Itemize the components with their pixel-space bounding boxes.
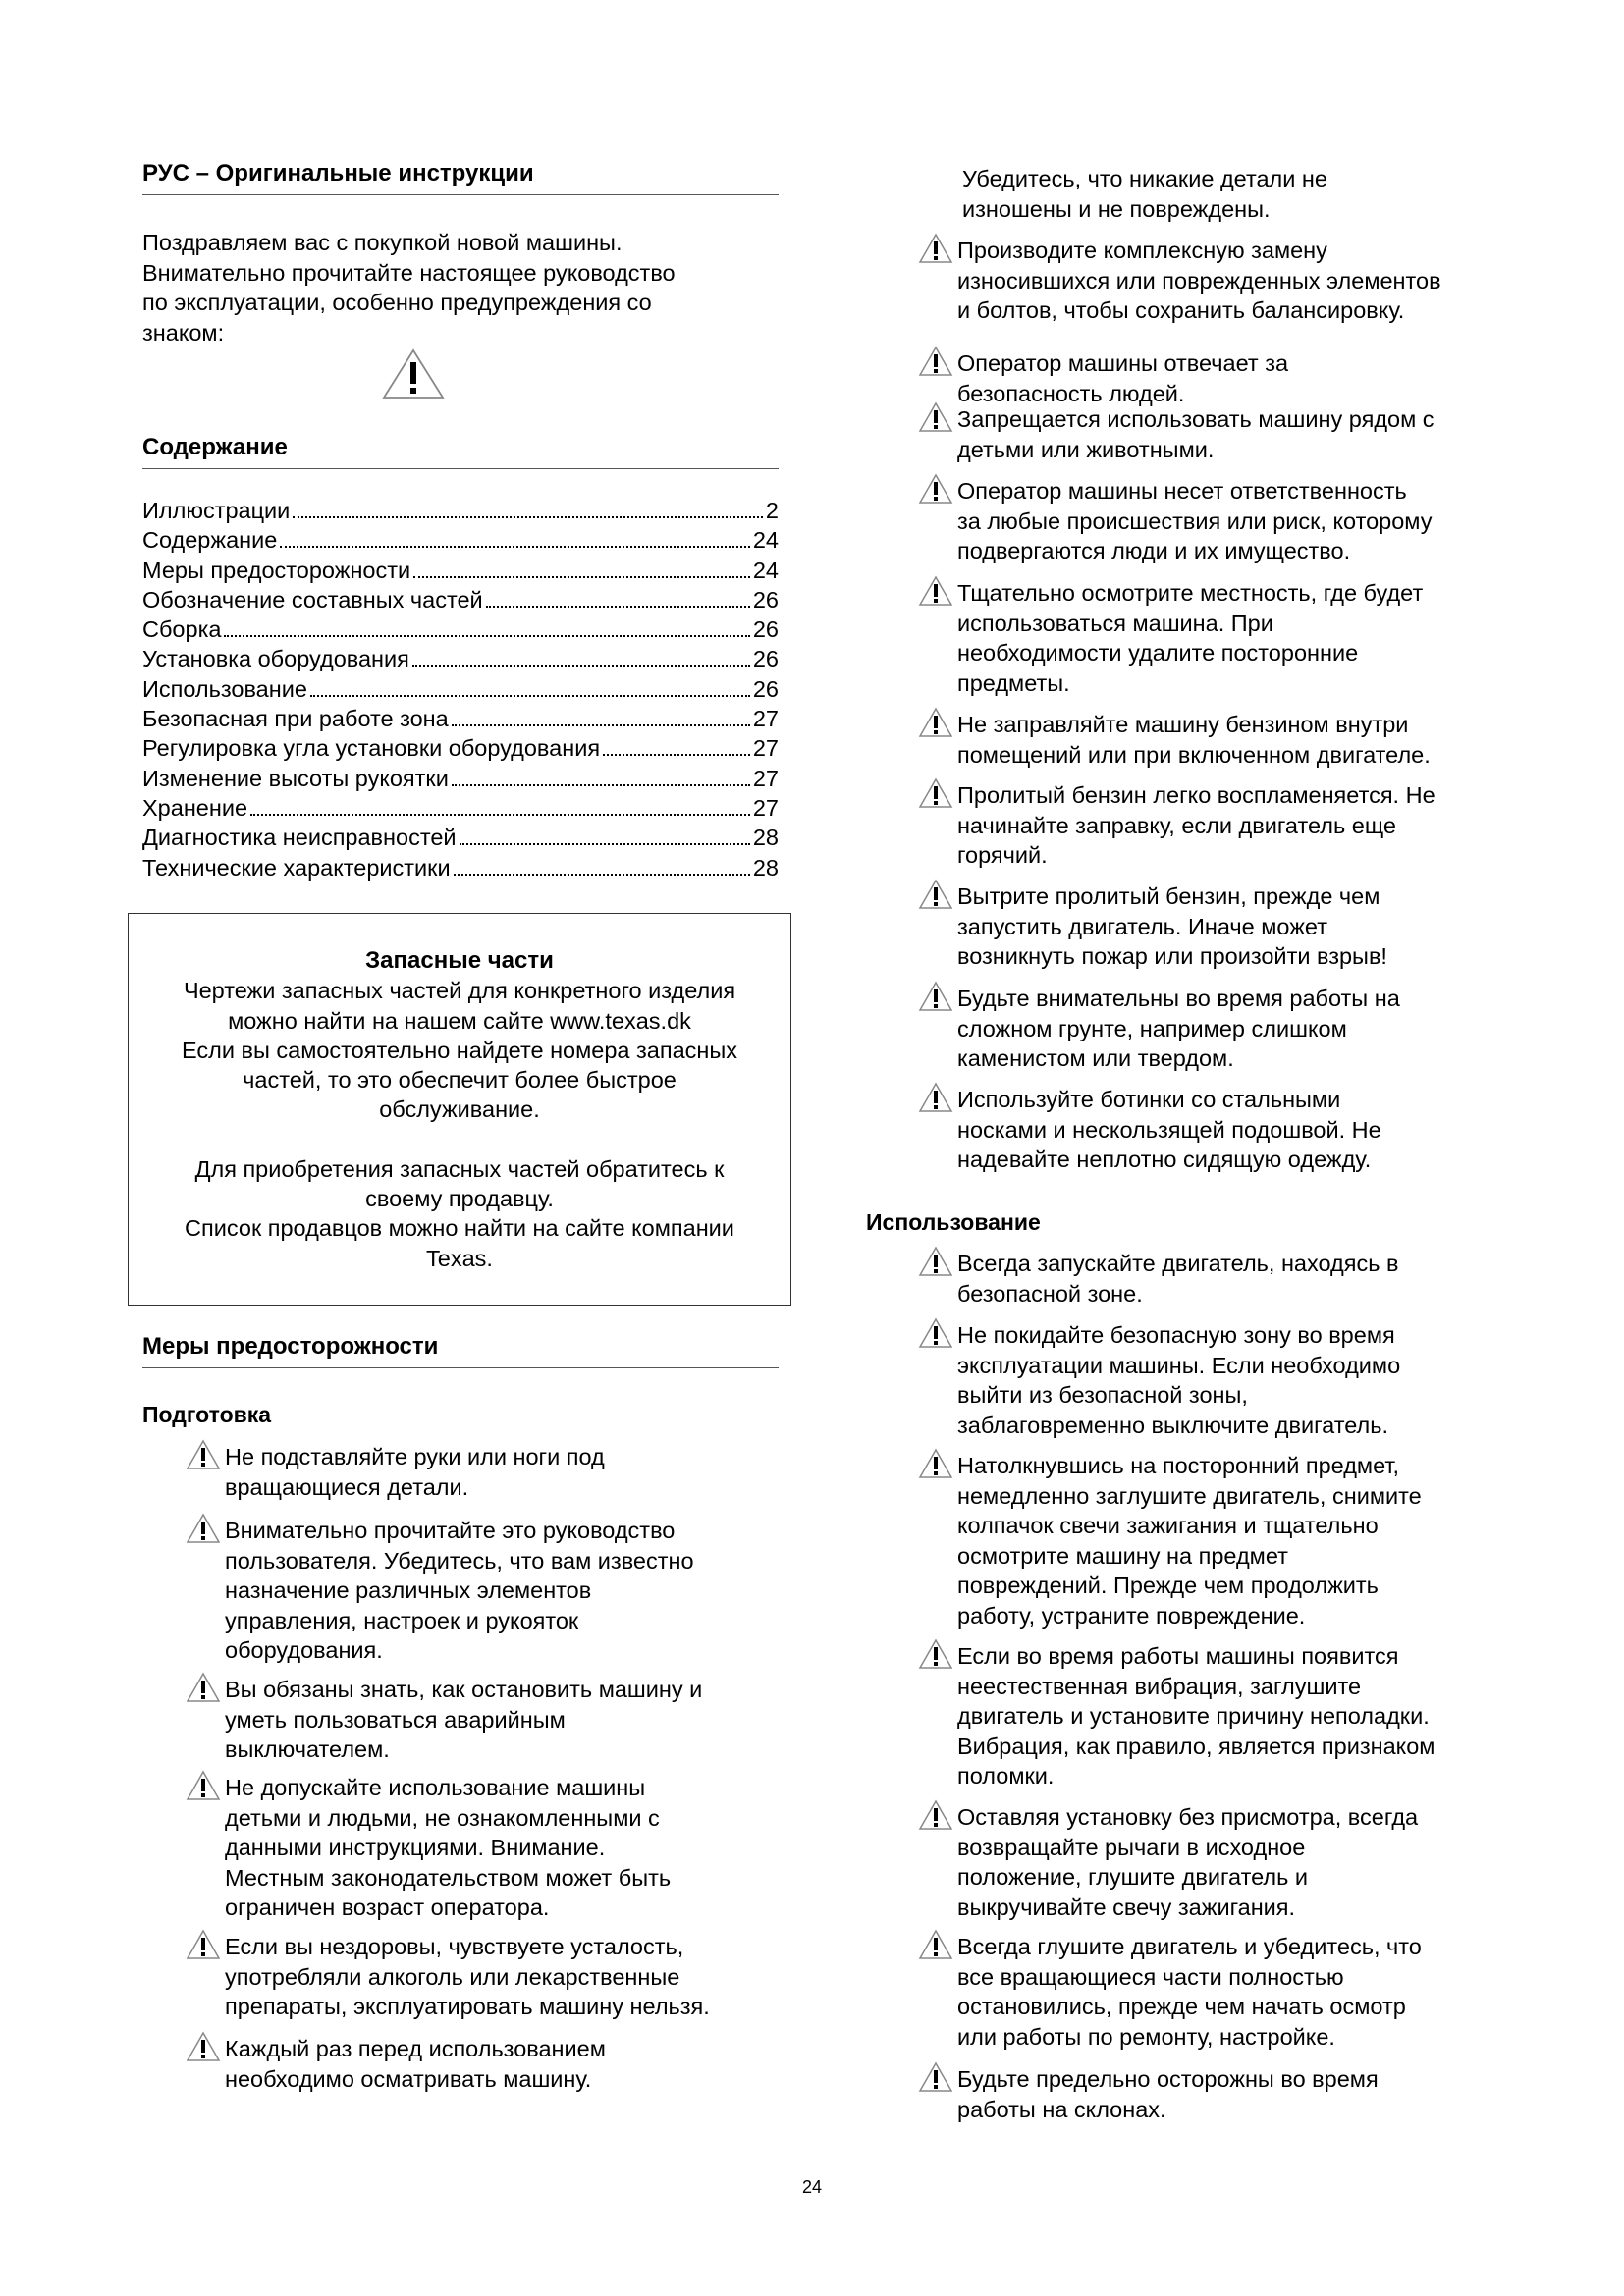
toc-entry-page: 24	[752, 557, 779, 583]
warning-triangle-icon	[918, 346, 953, 377]
warning-triangle-icon	[918, 1317, 953, 1349]
warning-line: возвращайте рычаги в исходное	[957, 1834, 1306, 1860]
warning-line: Каждый раз перед использованием	[225, 2036, 606, 2061]
toc-entry	[142, 644, 779, 673]
toc-entry	[142, 525, 779, 555]
intro-paragraph	[142, 228, 676, 347]
spare-line: своему продавцу.	[365, 1186, 554, 1212]
warning-triangle-icon	[918, 1082, 953, 1113]
toc-entry	[142, 556, 779, 585]
warning-line: носками и нескользящей подошвой. Не	[957, 1116, 1381, 1143]
warning-triangle-icon	[918, 1929, 953, 1960]
warning-line: Пролитый бензин легко воспламеняется. Не	[957, 782, 1435, 808]
intro-line: Внимательно прочитайте настоящее руководство	[142, 259, 676, 286]
toc-leader-dots	[460, 843, 750, 845]
warning-line: безопасной зоне.	[957, 1280, 1143, 1307]
toc-entry-label: Установка оборудования	[142, 646, 409, 672]
warning-triangle-icon	[918, 473, 953, 505]
spare-line: можно найти на нашем сайте www.texas.dk	[228, 1007, 691, 1034]
warning-text	[225, 1516, 694, 1666]
warning-text	[957, 780, 1435, 871]
warning-line: безопасность людей.	[957, 380, 1185, 406]
warning-line: употребляли алкоголь или лекарственные	[225, 1963, 680, 1990]
warning-line: детьми и людьми, не ознакомленными с	[225, 1804, 660, 1831]
warning-line: неестественная вибрация, заглушите	[957, 1673, 1362, 1699]
warning-line: ограничен возраст оператора.	[225, 1895, 550, 1920]
warning-line: Внимательно прочитайте это руководство	[225, 1518, 676, 1543]
warning-line: остановились, прежде чем начать осмотр	[957, 1994, 1406, 2019]
intro-line: по эксплуатации, особенно предупреждения со	[142, 290, 652, 315]
warning-line: использоваться машина. При	[957, 610, 1273, 636]
toc-entry-page: 26	[752, 586, 779, 613]
warning-line: выключателем.	[225, 1736, 390, 1762]
toc-entry	[142, 614, 779, 644]
warning-line: Если вы нездоровы, чувствуете усталость,	[225, 1934, 684, 1959]
warning-line: предметы.	[957, 669, 1070, 696]
toc-entry-page: 2	[765, 498, 779, 523]
warning-line: данными инструкциями. Внимание.	[225, 1835, 606, 1860]
warning-line: или работы по ремонту, настройке.	[957, 2023, 1335, 2050]
warning-line: препараты, эксплуатировать машину нельзя.	[225, 1994, 710, 2019]
warning-triangle-icon	[918, 1799, 953, 1831]
intro-line: Поздравляем вас с покупкой новой машины.	[142, 230, 623, 255]
warning-line: Тщательно осмотрите местность, где будет	[957, 580, 1424, 606]
warning-line: оборудования.	[225, 1637, 383, 1663]
warning-text	[957, 881, 1387, 972]
toc-entry-page: 24	[752, 527, 779, 554]
spare-line: Если вы самостоятельно найдете номера запасных	[181, 1037, 738, 1063]
warning-line: уметь пользоваться аварийным	[225, 1706, 566, 1733]
warning-text	[957, 1451, 1422, 1630]
warning-line: выйти из безопасной зоны,	[957, 1382, 1248, 1408]
spare-line: Чертежи запасных частей для конкретного изделия	[183, 978, 736, 1004]
toc-entry-page: 27	[752, 765, 779, 791]
warning-line: Если во время работы машины появится	[957, 1643, 1399, 1669]
warning-line: пользователя. Убедитесь, что вам известно	[225, 1547, 694, 1574]
warning-text	[957, 1320, 1400, 1440]
warning-text	[957, 710, 1431, 770]
warning-item	[918, 1802, 1418, 1922]
use-heading: Использование	[866, 1209, 1041, 1235]
toc-leader-dots	[603, 754, 750, 756]
warning-line: и болтов, чтобы сохранить балансировку.	[957, 297, 1405, 323]
warning-item	[918, 1641, 1435, 1791]
spare-line: частей, то это обеспечит более быстрое	[243, 1067, 677, 1094]
warning-item	[918, 1249, 1398, 1308]
spare-parts-title: Запасные части	[365, 947, 554, 974]
warning-item	[918, 1451, 1422, 1630]
toc-entry	[142, 764, 779, 793]
warning-triangle-icon	[186, 1929, 221, 1960]
toc-entry	[142, 793, 779, 823]
toc-entry-page: 27	[752, 706, 779, 732]
warning-line: поломки.	[957, 1763, 1055, 1789]
toc-entry	[142, 704, 779, 733]
warning-line: Местным законодательством может быть	[225, 1864, 672, 1891]
warning-line: Не заправляйте машину бензином внутри	[957, 712, 1409, 737]
toc-entry	[142, 853, 779, 882]
warning-item	[918, 476, 1432, 566]
toc-entry-label: Изменение высоты рукоятки	[142, 765, 449, 791]
warning-line: работы на склонах.	[957, 2096, 1166, 2122]
warning-item	[918, 780, 1435, 871]
warning-triangle-icon	[186, 1770, 221, 1801]
warning-line: Производите комплексную замену	[957, 238, 1327, 263]
spare-line: Для приобретения запасных частей обратитесь к	[194, 1155, 725, 1182]
toc-entry-label: Меры предосторожности	[142, 557, 411, 583]
warning-item	[186, 1442, 605, 1502]
warning-line: горячий.	[957, 842, 1048, 868]
warning-line: Вы обязаны знать, как остановить машину и	[225, 1677, 703, 1702]
warning-item	[918, 881, 1387, 972]
continued-text	[962, 164, 1327, 224]
toc-entry-label: Содержание	[142, 527, 278, 554]
warning-item	[186, 1773, 671, 1923]
warning-line: Не подставляйте руки или ноги под	[225, 1444, 605, 1469]
warning-triangle-icon	[918, 1638, 953, 1670]
warning-line: Не допускайте использование машины	[225, 1775, 646, 1800]
prep-heading: Подготовка	[142, 1402, 272, 1427]
toc-leader-dots	[224, 635, 749, 637]
warning-line: осмотрите машину на предмет	[957, 1542, 1288, 1569]
warning-line: Оставляя установку без присмотра, всегда	[957, 1804, 1419, 1830]
toc-entry-label: Регулировка угла установки оборудования	[142, 735, 601, 762]
toc-entry-label: Использование	[142, 675, 307, 702]
warning-line: запустить двигатель. Иначе может	[957, 913, 1327, 939]
warning-text	[957, 578, 1423, 698]
toc-entry-label: Диагностика неисправностей	[142, 825, 457, 851]
warning-triangle-icon	[918, 2061, 953, 2093]
warning-line: Оператор машины несет ответственность	[957, 478, 1407, 504]
page-number: 24	[801, 2177, 823, 2197]
warning-item	[186, 1516, 694, 1666]
warning-line: надевайте неплотно сидящую одежду.	[957, 1147, 1372, 1172]
warning-line: сложном грунте, например слишком	[957, 1015, 1347, 1041]
warning-text	[225, 2034, 606, 2094]
toc-leader-dots	[412, 665, 750, 667]
warning-text	[957, 1641, 1435, 1791]
warning-text	[957, 2064, 1379, 2124]
toc-leader-dots	[413, 576, 750, 578]
warning-text	[957, 404, 1435, 464]
continued-line: изношены и не повреждены.	[962, 195, 1271, 222]
warning-triangle-icon	[918, 707, 953, 738]
warning-line: Не покидайте безопасную зону во время	[957, 1322, 1395, 1348]
warning-triangle-icon	[381, 347, 446, 400]
warning-text	[957, 1085, 1381, 1175]
toc-leader-dots	[452, 784, 750, 786]
warning-line: работу, устраните повреждение.	[957, 1602, 1306, 1629]
spare-line: Список продавцов можно найти на сайте компании	[185, 1215, 734, 1242]
warning-line: колпачок свечи зажигания и тщательно	[957, 1513, 1379, 1538]
warning-triangle-icon	[186, 1513, 221, 1544]
warning-item	[186, 1675, 702, 1765]
warning-line: управления, настроек и рукояток	[225, 1607, 579, 1633]
warning-item	[918, 236, 1441, 326]
warning-line: Вибрация, как правило, является признаком	[957, 1733, 1435, 1759]
warning-text	[225, 1442, 605, 1502]
warning-triangle-icon	[918, 233, 953, 264]
warning-line: немедленно заглушите двигатель, снимите	[957, 1482, 1422, 1509]
warning-line: необходимо осматривать машину.	[225, 2065, 592, 2092]
warning-triangle-icon	[918, 879, 953, 910]
toc-entry-label: Безопасная при работе зона	[142, 706, 449, 732]
warning-triangle-icon	[186, 2031, 221, 2062]
warning-triangle-icon	[918, 981, 953, 1012]
warning-text	[225, 1932, 710, 2022]
toc-entry	[142, 585, 779, 614]
spare-line: Texas.	[426, 1245, 493, 1271]
toc-entry	[142, 674, 779, 704]
warning-line: Всегда глушите двигатель и убедитесь, что	[957, 1934, 1422, 1959]
warning-line: Используйте ботинки со стальными	[957, 1087, 1341, 1112]
warning-line: Всегда запускайте двигатель, находясь в	[957, 1251, 1399, 1276]
warning-triangle-icon	[918, 575, 953, 607]
warning-line: двигатель и установите причину неполадки.	[957, 1703, 1430, 1729]
toc-leader-dots	[310, 695, 750, 697]
warning-item	[918, 1320, 1400, 1440]
warning-line: Запрещается использовать машину рядом с	[957, 406, 1435, 432]
toc-entry	[142, 733, 779, 763]
toc-entry	[142, 496, 779, 525]
warning-item	[918, 2064, 1379, 2124]
warning-line: выкручивайте свечу зажигания.	[957, 1894, 1296, 1920]
warning-text	[957, 236, 1441, 326]
warning-line: Будьте внимательны во время работы на	[957, 986, 1400, 1011]
warning-line: каменистом или твердом.	[957, 1045, 1234, 1071]
toc-entry-page: 27	[752, 735, 779, 762]
warning-line: Вытрите пролитый бензин, прежде чем	[957, 883, 1380, 909]
toc-entry-page: 27	[752, 794, 779, 821]
warning-item	[918, 348, 1288, 408]
toc-entry-label: Иллюстрации	[142, 498, 291, 523]
warning-triangle-icon	[186, 1439, 221, 1470]
warning-line: заблаговременно выключите двигатель.	[957, 1412, 1388, 1438]
warning-line: Оператор машины отвечает за	[957, 350, 1289, 376]
warning-text	[957, 1249, 1398, 1308]
warning-line: повреждений. Прежде чем продолжить	[957, 1573, 1379, 1598]
toc-entry-page: 26	[752, 675, 779, 702]
warning-text	[957, 476, 1432, 566]
warning-line: подвергаются люди и их имущество.	[957, 538, 1351, 563]
warning-line: необходимости удалите посторонние	[957, 640, 1359, 666]
warning-text	[225, 1773, 671, 1923]
warning-text	[957, 1932, 1422, 2052]
warning-item	[918, 1085, 1381, 1175]
toc-entry-label: Хранение	[142, 794, 248, 821]
warning-item	[918, 404, 1435, 464]
warning-item	[918, 984, 1400, 1074]
warning-item	[918, 578, 1423, 698]
warning-line: Натолкнувшись на посторонний предмет,	[957, 1453, 1400, 1478]
warning-line: эксплуатации машины. Если необходимо	[957, 1352, 1401, 1378]
warning-item	[918, 710, 1431, 770]
toc-entry-page: 26	[752, 616, 779, 643]
toc-heading: Содержание	[142, 434, 779, 469]
warning-line: возникнуть пожар или произойти взрыв!	[957, 943, 1387, 969]
safety-heading: Меры предосторожности	[142, 1333, 779, 1368]
page-title: РУС – Оригинальные инструкции	[142, 160, 779, 195]
spare-spacer	[129, 1125, 790, 1154]
warning-triangle-icon	[918, 1246, 953, 1277]
spare-parts-box	[128, 913, 791, 1306]
toc-entry-label: Сборка	[142, 616, 222, 643]
warning-item	[186, 2034, 606, 2094]
toc-entry	[142, 823, 779, 852]
warning-line: детьми или животными.	[957, 436, 1215, 462]
warning-line: за любые происшествия или риск, которому	[957, 507, 1433, 534]
warning-line: назначение различных элементов	[225, 1577, 592, 1603]
toc-leader-dots	[486, 606, 750, 608]
warning-line: Будьте предельно осторожны во время	[957, 2066, 1379, 2092]
toc-leader-dots	[452, 724, 750, 726]
warning-text	[957, 1802, 1418, 1922]
toc-entry-page: 28	[752, 854, 779, 881]
warning-line: начинайте заправку, если двигатель еще	[957, 812, 1396, 838]
warning-triangle-icon	[918, 401, 953, 433]
warning-triangle-icon	[186, 1672, 221, 1703]
toc-leader-dots	[280, 546, 750, 548]
warning-triangle-icon	[918, 1448, 953, 1479]
warning-text	[225, 1675, 702, 1765]
spare-line: обслуживание.	[379, 1096, 540, 1123]
continued-line: Убедитесь, что никакие детали не	[962, 166, 1327, 191]
toc-entry-page: 28	[752, 825, 779, 851]
toc-entry-label: Технические характеристики	[142, 854, 451, 881]
intro-line: знаком:	[142, 319, 225, 346]
warning-triangle-icon	[918, 777, 953, 809]
warning-line: помещений или при включенном двигателе.	[957, 741, 1431, 768]
warning-item	[186, 1932, 710, 2022]
toc-entry-page: 26	[752, 646, 779, 672]
toc-leader-dots	[293, 516, 763, 518]
warning-line: вращающиеся детали.	[225, 1473, 469, 1500]
toc-leader-dots	[454, 874, 750, 876]
warning-item	[918, 1932, 1422, 2052]
warning-line: все вращающиеся части полностью	[957, 1963, 1344, 1990]
toc-leader-dots	[250, 814, 750, 816]
table-of-contents	[142, 496, 779, 882]
warning-text	[957, 984, 1400, 1074]
toc-entry-label: Обозначение составных частей	[142, 586, 483, 613]
warning-text	[957, 348, 1288, 408]
warning-line: износившихся или поврежденных элементов	[957, 267, 1441, 294]
warning-line: положение, глушите двигатель и	[957, 1864, 1309, 1890]
